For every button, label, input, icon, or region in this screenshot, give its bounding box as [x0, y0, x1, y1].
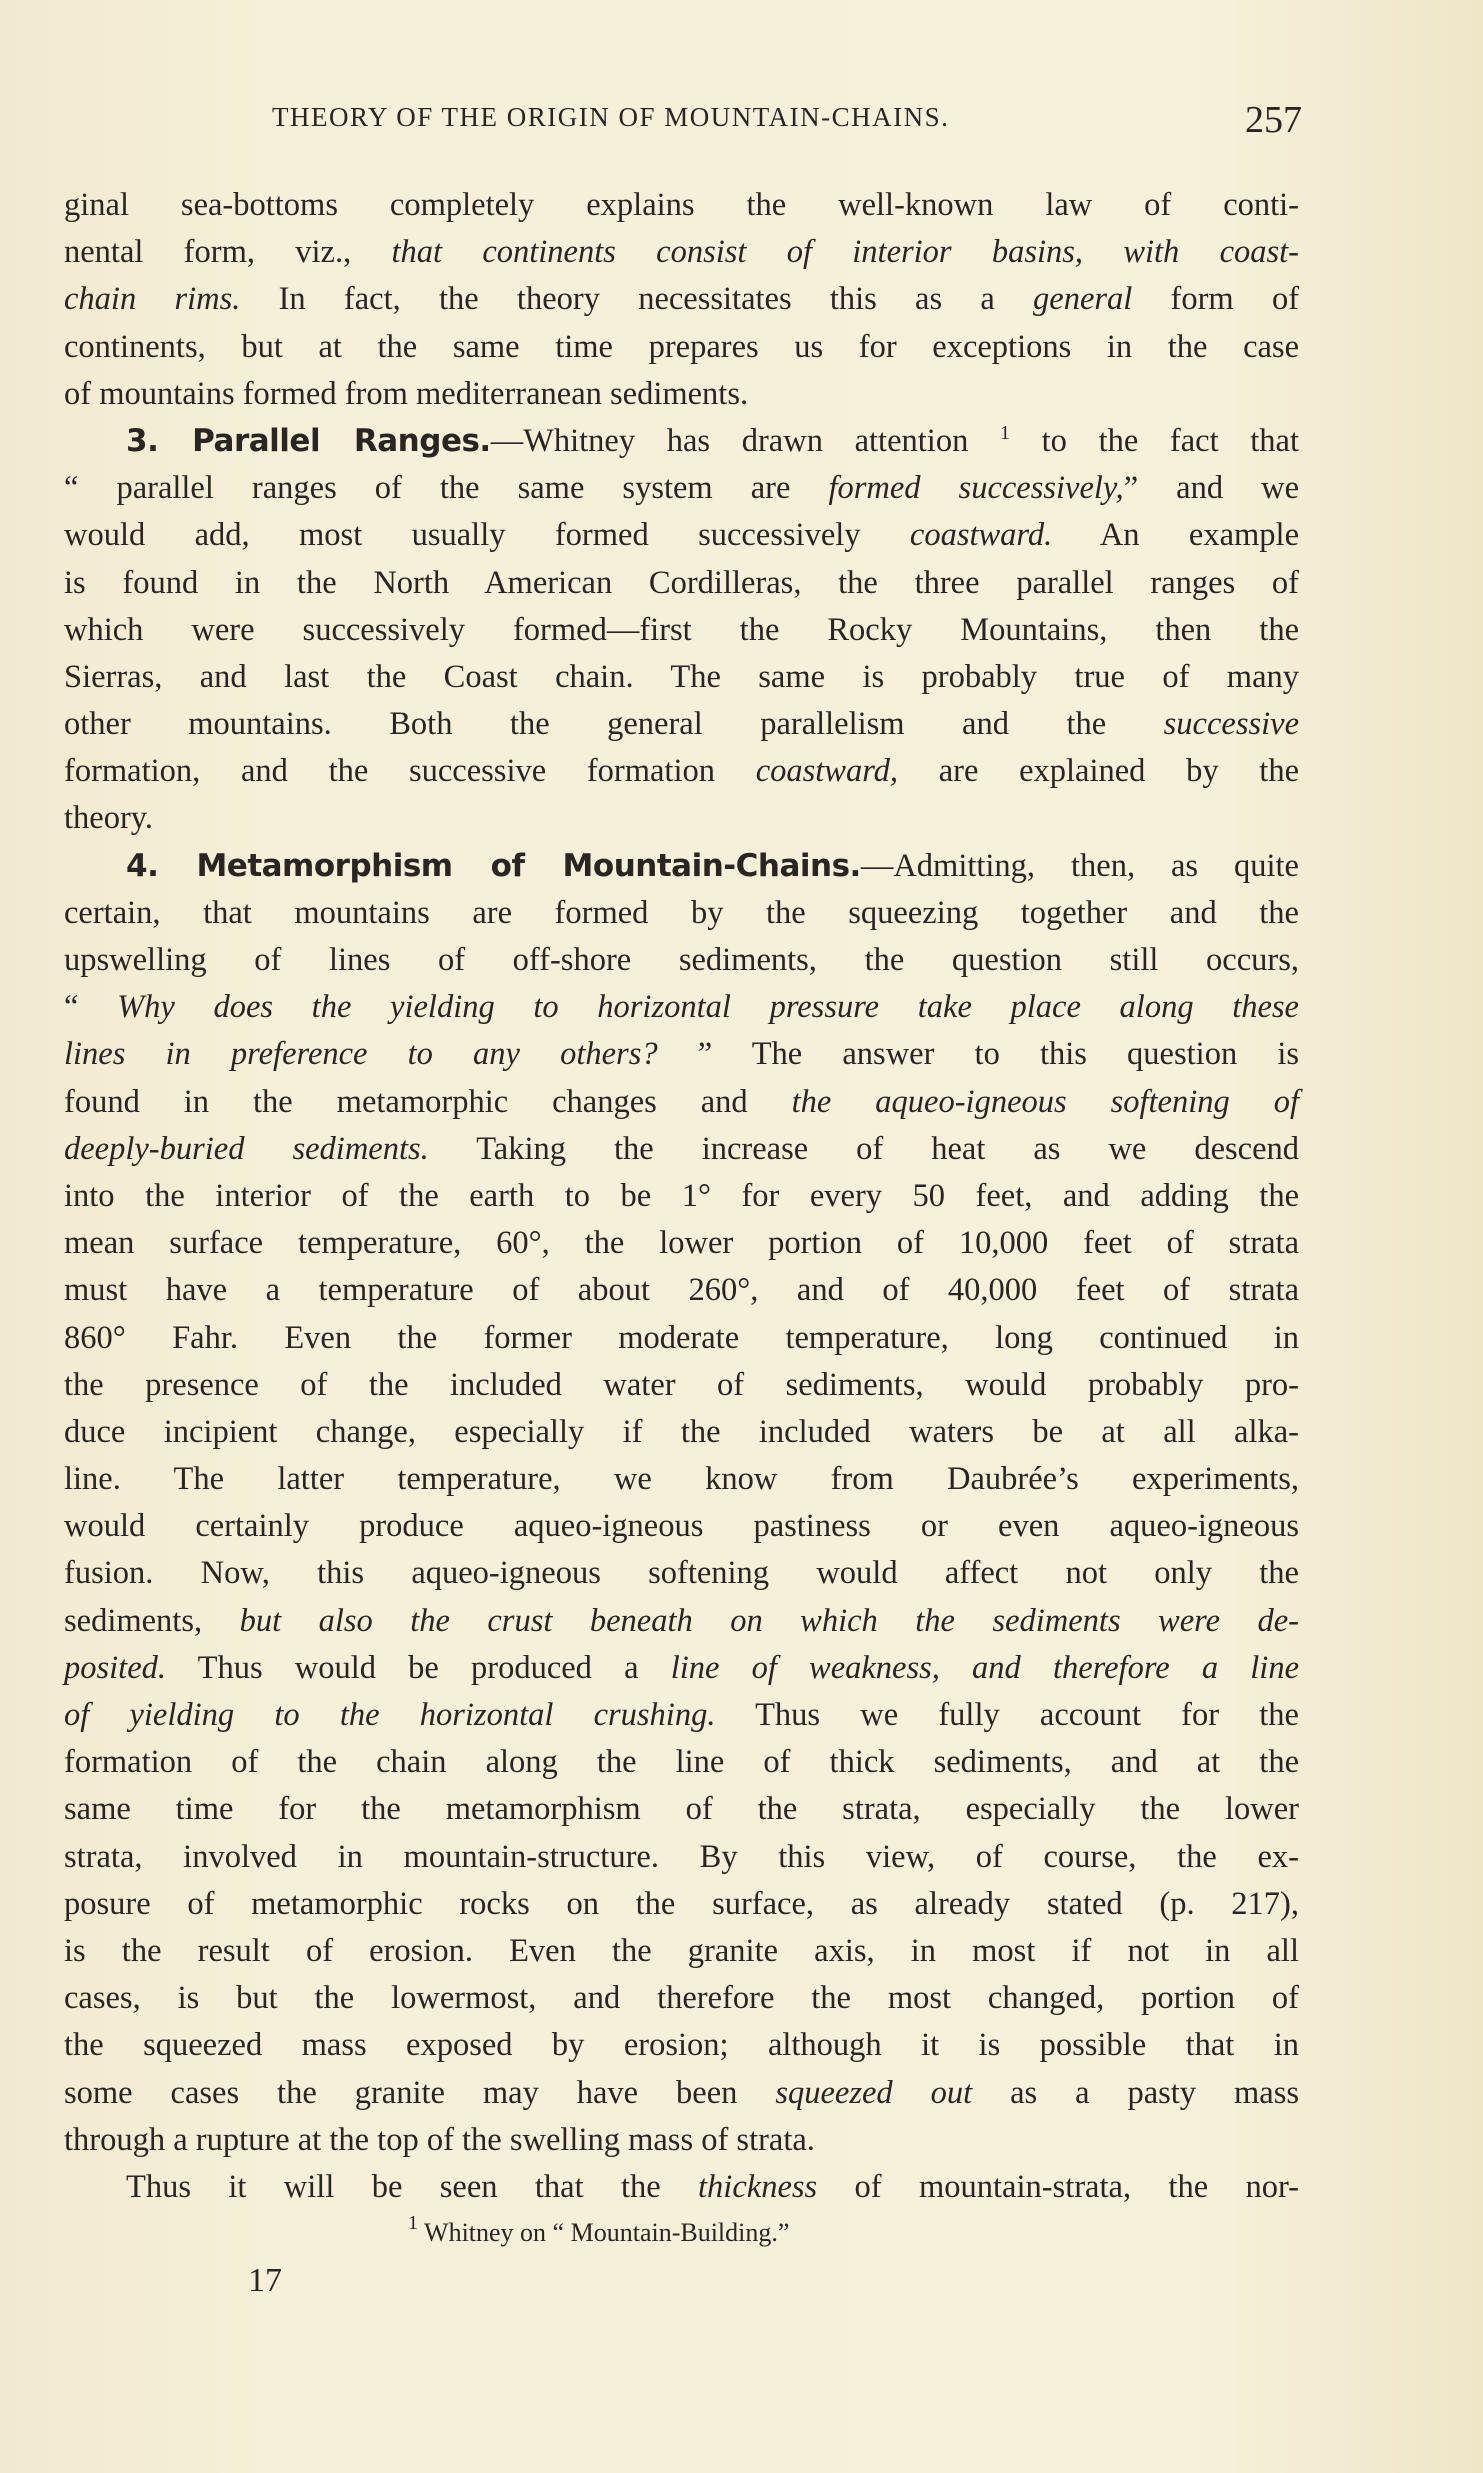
text-run: An example [1052, 517, 1299, 554]
italic-text: successive [1163, 706, 1299, 743]
text-line [64, 984, 1299, 1031]
text-line [64, 1362, 1299, 1409]
italic-text: the aqueo-igneous softening of [791, 1083, 1299, 1120]
text-run: Thus would be produced a [166, 1649, 671, 1686]
text-line [64, 1456, 1299, 1503]
section-heading: 4. Metamorphism of Mountain-Chains. [126, 847, 861, 884]
running-head [272, 98, 1302, 148]
text-line [64, 2022, 1299, 2069]
text-run: upswelling of lines of off-shore sediments, the question still occurs, [64, 942, 1299, 978]
text-run: “ [64, 989, 118, 1026]
footnote [408, 2212, 790, 2248]
text-line [64, 512, 1299, 559]
text-run: ” and we [1123, 470, 1299, 507]
text-run: must have a temperature of about 260°, and of 40,000 feet of strata [64, 1272, 1299, 1309]
text-run: are explained by the [898, 753, 1300, 790]
text-line [64, 276, 1299, 323]
text-run: Thus it will be seen that the [126, 2168, 699, 2205]
text-run: In fact, the theory necessitates this as a [240, 281, 1034, 318]
italic-text: formed successively, [828, 470, 1124, 507]
text-run: into the interior of the earth to be 1° for every 50 feet, and adding the [64, 1177, 1299, 1214]
text-line [64, 229, 1299, 276]
text-line [64, 1928, 1299, 1975]
text-run: ” The answer to this question is [657, 1036, 1300, 1073]
italic-text: Why does the yielding to horizontal pressure take place along these [117, 989, 1299, 1026]
text-run: some cases the granite may have been [64, 2074, 776, 2111]
text-line [64, 1550, 1299, 1597]
text-run: is found in the North American Cordilleras, the three parallel ranges of [64, 564, 1299, 601]
text-run: certain, that mountains are formed by the squeezing together and the [64, 894, 1299, 931]
italic-text: deeply-buried sediments. [64, 1130, 429, 1167]
text-line [64, 2070, 1299, 2117]
text-line [64, 465, 1299, 512]
italic-text: of yielding to the horizontal crushing. [64, 1697, 716, 1733]
text-run: “ parallel ranges of the same system are [64, 470, 829, 507]
text-line [64, 418, 1299, 465]
text-line [64, 182, 1299, 229]
text-run: Thus we fully account for the [715, 1697, 1299, 1733]
text-run: —Admitting, then, as quite [860, 847, 1299, 884]
text-line [64, 324, 1299, 371]
text-run: through a rupture at the top of the swelling mass of strata. [64, 2121, 815, 2158]
text-line [64, 701, 1299, 748]
text-run: Sierras, and last the Coast chain. The same is probably true of many [64, 658, 1299, 695]
text-line [64, 890, 1299, 937]
text-line [64, 1173, 1299, 1220]
text-line [64, 1315, 1299, 1362]
text-run: line. The latter temperature, we know from Daubrée’s experiments, [64, 1461, 1299, 1498]
text-run: other mountains. Both the general parallelism and the [64, 706, 1164, 743]
text-line [64, 795, 1299, 842]
text-run: continents, but at the same time prepares us for exceptions in the case [64, 328, 1299, 365]
italic-text: posited. [64, 1649, 167, 1686]
text-run: posure of metamorphic rocks on the surface, as already stated (p. 217), [64, 1885, 1299, 1922]
text-run: formation of the chain along the line of thick sediments, and at the [64, 1744, 1299, 1781]
text-run: sediments, [64, 1602, 240, 1639]
text-run: found in the metamorphic changes and [64, 1083, 792, 1120]
text-run: 860° Fahr. Even the former moderate temperature, long continued in [64, 1319, 1299, 1356]
text-line [64, 560, 1299, 607]
text-run: which were successively formed—first the Rocky Mountains, then the [64, 611, 1299, 648]
italic-text: squeezed out [775, 2074, 973, 2111]
text-run: of mountain-strata, the nor- [817, 2168, 1299, 2205]
text-line [64, 748, 1299, 795]
text-run: form of [1132, 281, 1300, 318]
text-run: Taking the increase of heat as we descend [428, 1130, 1300, 1167]
italic-text: that continents consist of interior basins, with coast- [391, 234, 1300, 271]
footnote-text: Whitney on “ Mountain-Building.” [418, 2218, 790, 2247]
text-line [64, 1975, 1299, 2022]
text-line [64, 937, 1299, 984]
text-line [64, 1598, 1299, 1645]
section-heading: 3. Parallel Ranges. [126, 422, 491, 459]
signature-mark: 17 [248, 2262, 282, 2299]
italic-text: thickness [698, 2168, 818, 2205]
text-line [64, 1834, 1299, 1881]
body-text [64, 182, 1299, 2211]
text-run: is the result of erosion. Even the granite axis, in most if not in all [64, 1932, 1299, 1969]
text-run: of mountains formed from mediterranean sediments. [64, 375, 749, 412]
text-run: mean surface temperature, 60°, the lower portion of 10,000 feet of strata [64, 1225, 1299, 1262]
text-line [64, 1786, 1299, 1833]
text-line [64, 607, 1299, 654]
footnote-marker: 1 [408, 2212, 418, 2234]
running-title: THEORY OF THE ORIGIN OF MOUNTAIN-CHAINS. [272, 102, 950, 132]
text-line [64, 1267, 1299, 1314]
text-line [64, 371, 1299, 418]
italic-text: coastward. [909, 517, 1053, 554]
text-line [64, 2117, 1299, 2164]
text-run: as a pasty mass [972, 2074, 1299, 2111]
text-run: theory. [64, 800, 154, 837]
text-line [64, 843, 1299, 890]
text-line [64, 1881, 1299, 1928]
italic-text: line of weakness, and therefore a line [670, 1649, 1300, 1686]
text-line [64, 1220, 1299, 1267]
text-run: nental form, viz., [64, 234, 392, 271]
page-number: 257 [1245, 99, 1302, 141]
text-line [64, 1739, 1299, 1786]
text-run: same time for the metamorphism of the strata, especially the lower [64, 1791, 1299, 1828]
italic-text: coastward, [755, 753, 899, 790]
text-line [64, 2164, 1299, 2211]
text-run: formation, and the successive formation [64, 753, 756, 790]
text-run: strata, involved in mountain-structure. By this view, of course, the ex- [64, 1838, 1299, 1875]
text-run: —Whitney has drawn attention [490, 422, 1000, 459]
text-run: to the fact that [1009, 422, 1300, 459]
text-line [64, 1409, 1299, 1456]
text-run: duce incipient change, especially if the included waters be at all alka- [64, 1413, 1299, 1450]
text-line [64, 1031, 1299, 1078]
text-line [64, 654, 1299, 701]
italic-text: lines in preference to any others? [64, 1036, 658, 1073]
text-run: cases, is but the lowermost, and therefore the most changed, portion of [64, 1980, 1299, 2017]
text-run: ginal sea-bottoms completely explains the well-known law of conti- [64, 187, 1299, 223]
footnote-ref: 1 [999, 421, 1010, 444]
text-run: the presence of the included water of sediments, would probably pro- [64, 1366, 1299, 1403]
italic-text: but also the crust beneath on which the sediments were de- [239, 1602, 1299, 1639]
text-line [64, 1692, 1299, 1739]
text-line [64, 1503, 1299, 1550]
text-run: would add, most usually formed successively [64, 517, 910, 554]
text-run: fusion. Now, this aqueo-igneous softening would affect not only the [64, 1555, 1299, 1592]
text-line [64, 1079, 1299, 1126]
text-run: would certainly produce aqueo-igneous pastiness or even aqueo-igneous [64, 1508, 1299, 1545]
text-line [64, 1645, 1299, 1692]
italic-text: chain rims. [64, 281, 241, 318]
text-line [64, 1126, 1299, 1173]
italic-text: general [1033, 281, 1133, 318]
text-run: the squeezed mass exposed by erosion; although it is possible that in [64, 2027, 1299, 2064]
